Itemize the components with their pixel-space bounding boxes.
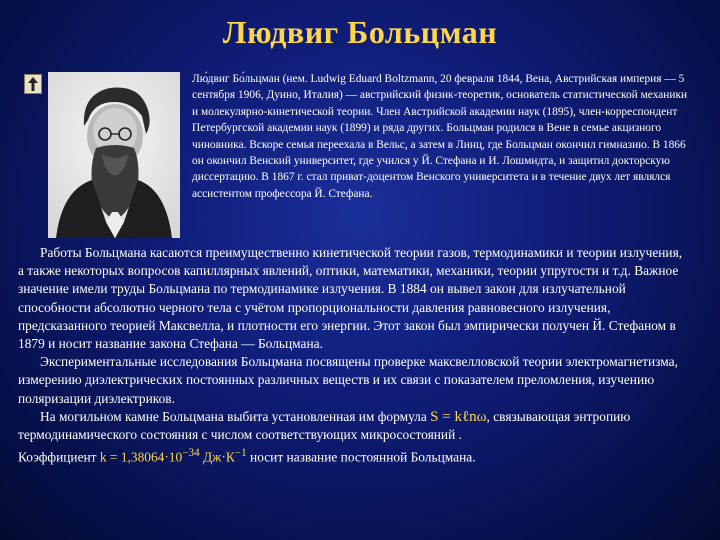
boltzmann-constant-value: k = 1,38064·10 <box>99 449 183 465</box>
constant-paragraph <box>18 444 688 467</box>
slide-title: Людвиг Больцман <box>222 14 498 50</box>
constant-name: носит название постоянной Больцмана. <box>250 449 476 465</box>
experiments-paragraph: Экспериментальные исследования Больцмана посвящены проверке максвелловской теории электромагнетизма, измерению диэлектрических постоянных различных веществ и их связи с показателем преломления, изучению поляризации диэлектриков. <box>18 354 678 406</box>
entropy-formula: S = kℓnω <box>430 408 487 425</box>
nav-up-button[interactable] <box>24 74 42 94</box>
formula-explanation: , связывающая энтропию термодинамического состояния с числом соответствующих микросостояний . <box>18 408 631 443</box>
portrait-illustration <box>48 72 180 238</box>
unit-exponent: −1 <box>234 447 247 460</box>
formula-intro: На могильном камне Больцмана выбита установленная им формула <box>40 408 427 424</box>
constant-unit: Дж·К <box>203 449 235 465</box>
constant-exponent: −34 <box>182 447 200 460</box>
formula-paragraph <box>18 408 688 444</box>
constant-intro: Коэффициент <box>18 449 97 465</box>
bio-text: Лю́двиг Бо́льцман (нем. Ludwig Eduard Boltzmann, 20 февраля 1844, Вена, Австрийская империя — 5 сентября 1906, Дуино, Италия) — австрийский физик-теоретик, основатель статистической механики и молекулярно-кинетической теории. Член Австрийской академии наук (1895), член-корреспондент Петербургской академии наук (1899) и ряда других. Больцман родился в Вене в семье акцизного чиновника. Вскоре семья переехала в Вельс, а затем в Линц, где Больцман окончил гимназию. В 1866 он окончил Венский университет, где учился у Й. Стефана и И. Лошмидта, и защитил докторскую диссертацию. В 1867 г. стал приват-доцентом Венского университета и в течение двух лет являлся ассистентом профессора Й. Стефана. <box>192 73 688 200</box>
main-text <box>18 244 688 467</box>
works-paragraph: Работы Больцмана касаются преимущественно кинетической теории газов, термодинамики и теории излучения, а также некоторых вопросов капиллярных явлений, оптики, математики, механики, теории упругости и т.д. Важное значение имели труды Больцмана по термодинамике излучения. В 1884 он вывел закон для излучательной способности абсолютно черного тела с учётом пропорциональности давления равновесного излучения, предсказанного теорией Максвелла, и плотности его энергии. Этот закон был эмпирически получен Й. Стефаном в 1879 и носит название закона Стефана — Больцмана. <box>18 245 683 352</box>
arrow-up-icon <box>28 77 38 91</box>
portrait-photo <box>48 72 180 238</box>
